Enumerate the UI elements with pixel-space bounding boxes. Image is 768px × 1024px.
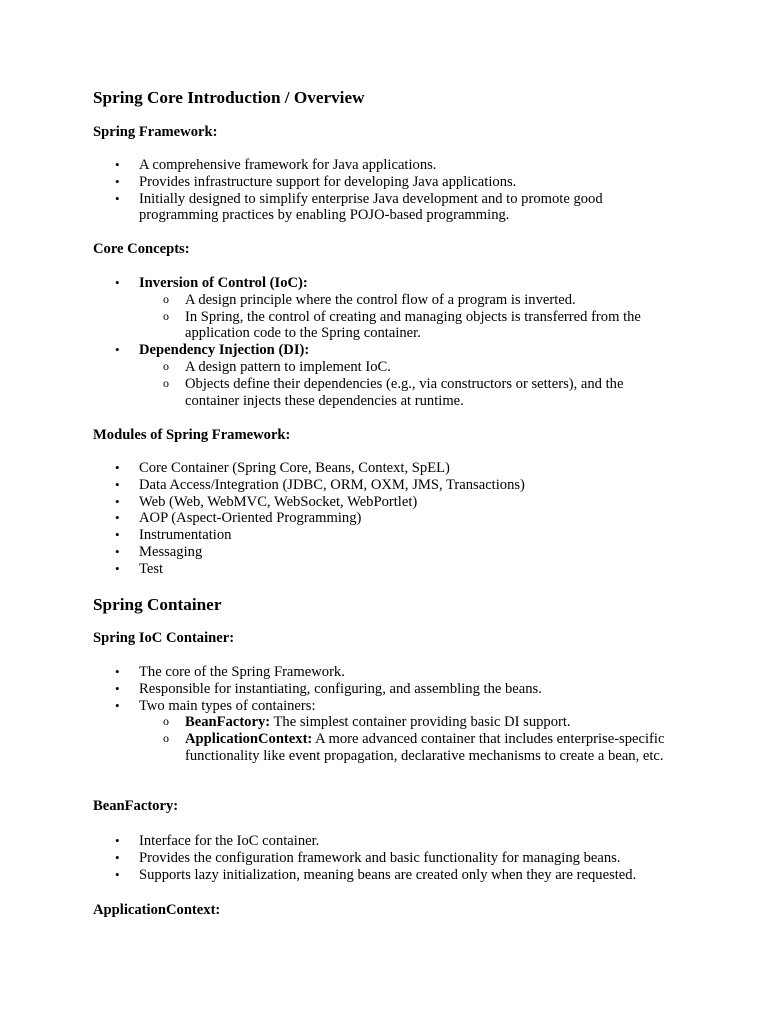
section-title-spring-container: Spring Container xyxy=(93,595,222,614)
list-item: • Web (Web, WebMVC, WebSocket, WebPortlet) xyxy=(0,494,768,511)
page-title: Spring Core Introduction / Overview xyxy=(93,88,365,107)
spring-framework-list xyxy=(0,157,768,224)
list-item: o In Spring, the control of creating and managing objects is transferred from the application code to the Spring container. xyxy=(139,309,708,343)
ioc-sublist xyxy=(139,292,708,342)
list-item: • Core Container (Spring Core, Beans, Context, SpEL) xyxy=(0,460,768,477)
heading-beanfactory: BeanFactory: xyxy=(93,798,179,814)
list-item: • Provides the configuration framework and basic functionality for managing beans. xyxy=(0,850,768,867)
heading-modules: Modules of Spring Framework: xyxy=(93,427,291,443)
beanfactory-type-label: BeanFactory: xyxy=(185,714,271,731)
list-item-beanfactory-type xyxy=(139,714,708,731)
list-item: • The core of the Spring Framework. xyxy=(0,664,768,681)
container-types-label: Two main types of containers: xyxy=(139,697,316,714)
heading-ioc-container: Spring IoC Container: xyxy=(93,630,235,646)
modules-list xyxy=(0,460,768,578)
list-item: o A design pattern to implement IoC. xyxy=(139,359,708,376)
list-item: • Responsible for instantiating, configuring, and assembling the beans. xyxy=(0,681,768,698)
list-item: • Interface for the IoC container. xyxy=(0,833,768,850)
beanfactory-type-text: The simplest container providing basic DI support. xyxy=(273,714,571,731)
list-item: • Test xyxy=(0,561,768,578)
di-label: Dependency Injection (DI): xyxy=(139,342,310,359)
di-sublist xyxy=(139,359,708,409)
list-item: • A comprehensive framework for Java applications. xyxy=(0,157,768,174)
list-item: o Objects define their dependencies (e.g., via constructors or setters), and the container injects these dependencies at runtime. xyxy=(139,376,708,410)
list-item: • Messaging xyxy=(0,544,768,561)
list-item-di xyxy=(0,342,768,409)
list-item: • Supports lazy initialization, meaning beans are created only when they are requested. xyxy=(0,867,768,884)
heading-spring-framework: Spring Framework: xyxy=(93,124,218,140)
ioc-label: Inversion of Control (IoC): xyxy=(139,275,308,291)
list-item-applicationcontext-type xyxy=(139,731,708,765)
list-item: • AOP (Aspect-Oriented Programming) xyxy=(0,510,768,527)
list-item: • Instrumentation xyxy=(0,527,768,544)
heading-core-concepts: Core Concepts: xyxy=(93,241,190,257)
applicationcontext-type-label: ApplicationContext: xyxy=(185,731,313,748)
applicationcontext-type-text: A more advanced container that includes enterprise-specific functionality like event propagation, declarative mechanisms to create a bean, etc. xyxy=(185,731,665,764)
list-item: o A design principle where the control flow of a program is inverted. xyxy=(139,292,708,309)
list-item-ioc xyxy=(0,275,768,342)
container-types-sublist xyxy=(139,714,708,764)
list-item: • Data Access/Integration (JDBC, ORM, OXM, JMS, Transactions) xyxy=(0,477,768,494)
heading-applicationcontext: ApplicationContext: xyxy=(93,902,221,918)
list-item-container-types xyxy=(0,698,768,765)
beanfactory-list xyxy=(0,833,768,883)
ioc-container-list xyxy=(0,664,768,765)
list-item: • Initially designed to simplify enterprise Java development and to promote good programming practices by enabling POJO-based programming. xyxy=(0,191,768,225)
core-concepts-list xyxy=(0,275,768,409)
list-item: • Provides infrastructure support for developing Java applications. xyxy=(0,174,768,191)
